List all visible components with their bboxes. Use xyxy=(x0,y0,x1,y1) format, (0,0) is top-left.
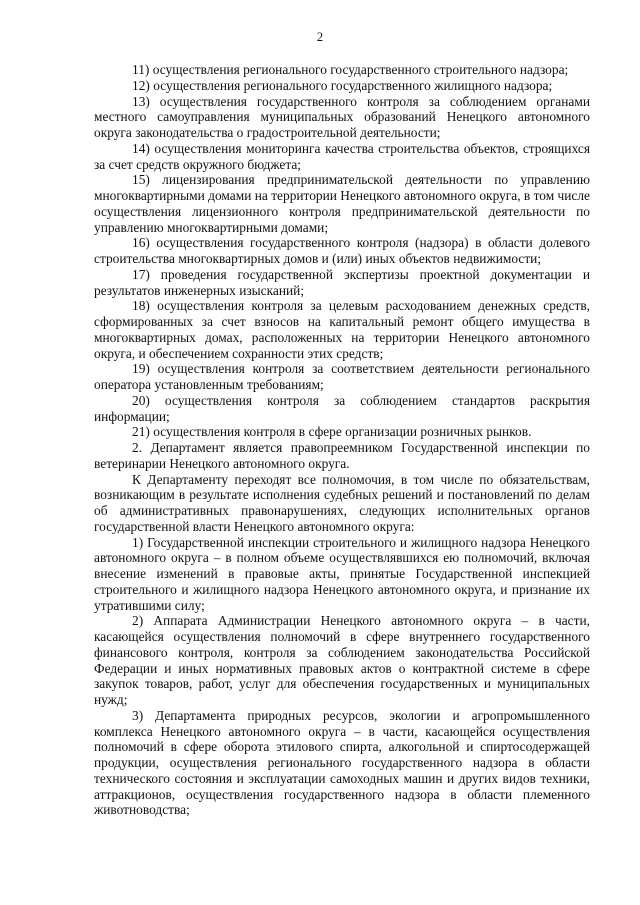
paragraph-item-12: 12) осуществления регионального государственного жилищного надзора; xyxy=(132,77,553,93)
paragraph-transfer-intro: К Департаменту переходят все полномочия, в том числе по обязательствам, возникающим в результате исполнения судебных решений и постановлений по делам об административных правонарушениях, следующих исполнительных органов государственной власти Ненецкого автономного округа: xyxy=(94,471,590,534)
paragraph-item-19: 19) осуществления контроля за соответствием деятельности регионального оператора установленным требованиям; xyxy=(94,361,590,392)
document-body xyxy=(94,62,590,818)
paragraph-item-18: 18) осуществления контроля за целевым расходованием денежных средств, сформированных за счет взносов на капитальный ремонт общего имущества в многоквартирных домах, расположенных на территории Ненецкого автономного округа, и обеспечением сохранности этих средств; xyxy=(94,298,590,361)
paragraph-item-14: 14) осуществления мониторинга качества строительства объектов, строящихся за счет средств окружного бюджета; xyxy=(94,140,590,172)
paragraph-item-16: 16) осуществления государственного контроля (надзора) в области долевого строительства многоквартирных домов и (или) иных объектов недвижимости; xyxy=(94,235,590,266)
paragraph-item-13: 13) осуществления государственного контроля за соблюдением органами местного самоуправления муниципальных образований Ненецкого автономного округа законодательства о градостроительной деятельности; xyxy=(94,93,590,140)
paragraph-item-11: 11) осуществления регионального государственного строительного надзора; xyxy=(132,62,569,77)
paragraph-section-2: 2. Департамент является правопреемником Государственной инспекции по ветеринарии Ненецкого автономного округа. xyxy=(94,440,590,471)
paragraph-transfer-3: 3) Департамента природных ресурсов, экологии и агропромышленного комплекса Ненецкого автономного округа – в части, касающейся осуществления полномочий в сфере оборота этилового спирта, алкогольной и спиртосодержащей продукции, осуществления регионального государственного надзора в области технического состояния и эксплуатации самоходных машин и других видов техники, аттракционов, осуществления государственного надзора в области племенного животноводства; xyxy=(94,707,590,818)
paragraph-item-17: 17) проведения государственной экспертизы проектной документации и результатов инженерных изысканий; xyxy=(94,266,590,298)
page-number: 2 xyxy=(316,30,324,44)
paragraph-transfer-1: 1) Государственной инспекции строительного и жилищного надзора Ненецкого автономного округа – в полном объеме осуществлявшихся ею полномочий, включая внесение изменений в правовые акты, принятые Государственной инспекцией строительного и жилищного надзора Ненецкого автономного округа, и признание их утратившими силу; xyxy=(94,534,590,613)
paragraph-item-15: 15) лицензирования предпринимательской деятельности по управлению многоквартирными домами на территории Ненецкого автономного округа, в том числе осуществления лицензионного контроля предпринимательской деятельности по управлению многоквартирными домами; xyxy=(94,172,590,235)
paragraph-item-20: 20) осуществления контроля за соблюдением стандартов раскрытия информации; xyxy=(94,392,590,424)
paragraph-item-21: 21) осуществления контроля в сфере организации розничных рынков. xyxy=(132,424,532,440)
paragraph-transfer-2: 2) Аппарата Администрации Ненецкого автономного округа – в части, касающейся осуществления полномочий в сфере внутреннего государственного финансового контроля, контроля за соблюдением законодательства Российской Федерации и иных нормативных правовых актов о контрактной системе в сфере закупок товаров, работ, услуг для обеспечения государственных и муниципальных нужд; xyxy=(94,613,590,707)
